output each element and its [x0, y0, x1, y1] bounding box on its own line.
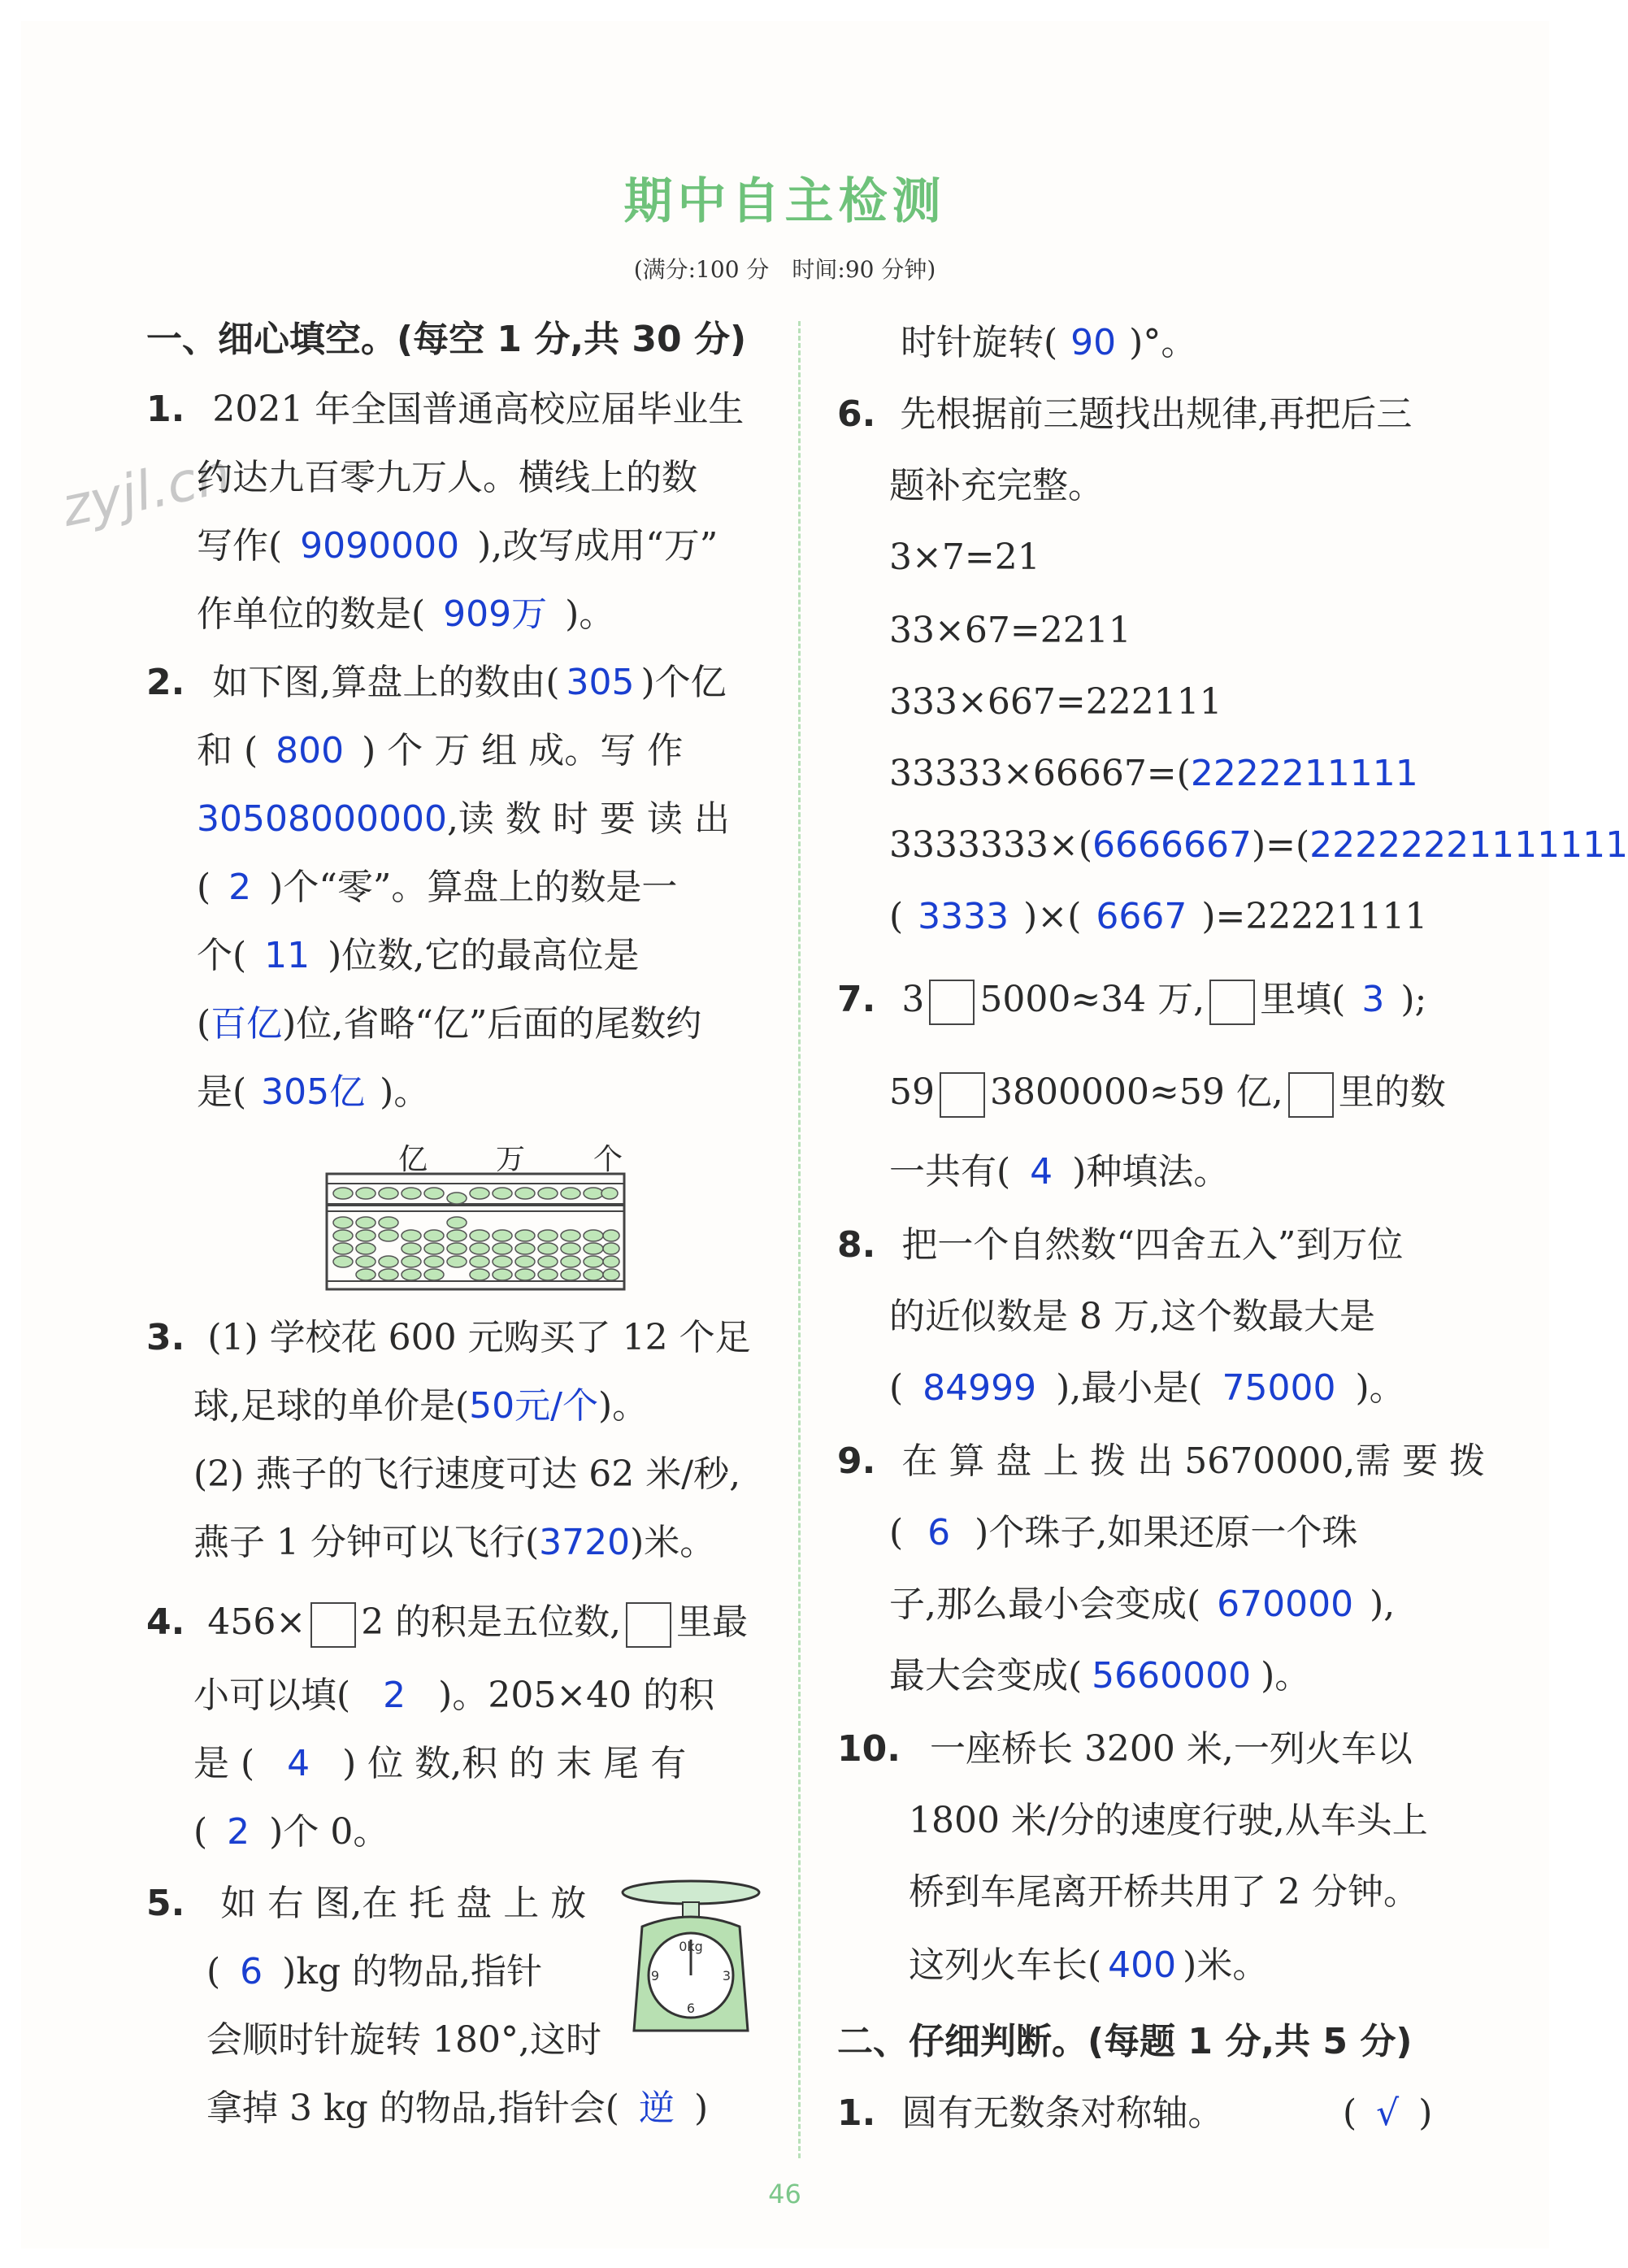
q1-number: 1. — [146, 389, 185, 430]
q4-blank-box-2[interactable] — [626, 1602, 671, 1648]
q10-text4a: 这列火车长( — [909, 1944, 1102, 1986]
q3-line1 — [146, 1314, 751, 1362]
q3-line2 — [193, 1382, 648, 1431]
q2-text7a: 是( — [197, 1071, 247, 1113]
q8-line1 — [837, 1221, 1403, 1270]
q7-blank-box-4[interactable] — [1288, 1072, 1334, 1118]
q8-number: 8. — [837, 1224, 876, 1266]
q5-text5b: )°。 — [1129, 322, 1197, 363]
q10-line3: 桥到车尾离开桥共用了 2 分钟。 — [909, 1871, 1419, 1913]
abacus-icon — [325, 1172, 626, 1291]
q9-line3 — [889, 1580, 1395, 1629]
q6-expr6 — [889, 893, 1427, 941]
q2-answer3: 30508000000 — [197, 798, 447, 840]
q5-line3: 会顺时针旋转 180°,这时 — [206, 2019, 601, 2061]
q1-text3b: ),改写成用“万” — [477, 525, 718, 567]
q5-line2 — [206, 1948, 542, 1996]
q5-text2b: )kg 的物品,指针 — [282, 1951, 543, 1992]
abacus-label-yi: 亿 — [398, 1143, 428, 1176]
q3-line4 — [193, 1519, 715, 1567]
q6-line1 — [837, 390, 1412, 439]
q9-text1: 在 算 盘 上 拨 出 5670000,需 要 拨 — [901, 1440, 1486, 1482]
q6-text6c: )=22221111 — [1201, 896, 1428, 937]
q6-text5b: )=( — [1251, 824, 1310, 866]
q6-line2: 题补充完整。 — [889, 465, 1104, 506]
q2-line4 — [197, 863, 677, 912]
q5-text1: 如 右 图,在 托 盘 上 放 — [220, 1883, 587, 1924]
q2-text5b: )位数,它的最高位是 — [328, 935, 640, 976]
q7-text3b: )种填法。 — [1072, 1151, 1230, 1193]
q7-blank-box-1[interactable] — [929, 980, 975, 1025]
q2-line2 — [197, 727, 683, 776]
q7-text1a: 3 — [901, 979, 925, 1020]
q6-text5a: 3333333×( — [889, 824, 1092, 866]
q6-expr5 — [889, 821, 1628, 870]
q4-line2 — [193, 1671, 714, 1720]
q4-text1c: 里最 — [676, 1601, 749, 1643]
q2-text6a: ( — [197, 1003, 211, 1045]
q7-text1d: ); — [1400, 979, 1427, 1020]
q1-answer2: 909万 — [443, 593, 548, 635]
q7-text2c: 里的数 — [1338, 1071, 1446, 1113]
q4-answer3: 2 — [227, 1811, 250, 1853]
q4-blank-box-1[interactable] — [310, 1602, 356, 1648]
q5-line4 — [206, 2084, 708, 2133]
q5-answer2: 逆 — [638, 2088, 675, 2129]
q2-answer2: 800 — [276, 730, 345, 771]
abacus-figure — [325, 1136, 634, 1291]
q5-answer1: 6 — [240, 1951, 263, 1992]
q9-text4b: )。 — [1261, 1655, 1311, 1697]
q4-line3 — [193, 1740, 686, 1788]
judge1-line — [837, 2089, 1223, 2138]
judge1-paren-close: ) — [1418, 2092, 1433, 2134]
section1-header: 一、细心填空。(每空 1 分,共 30 分) — [146, 319, 747, 360]
q6-expr3: 333×667=222111 — [889, 681, 1222, 723]
q9-text2b: )个珠子,如果还原一个珠 — [975, 1512, 1358, 1553]
q9-answer1: 6 — [927, 1512, 951, 1553]
scale-tick-9: 9 — [650, 1968, 660, 1983]
q2-number: 2. — [146, 662, 185, 703]
q5-line1 — [146, 1879, 586, 1928]
q3-text4a: 燕子 1 分钟可以飞行( — [193, 1522, 540, 1563]
q6-answer5: 6667 — [1096, 896, 1187, 937]
q2-line5 — [197, 932, 639, 980]
q9-line4 — [889, 1652, 1310, 1701]
q3-number: 3. — [146, 1317, 185, 1358]
page-title: 期中自主检测 — [623, 173, 946, 230]
q1-answer1: 9090000 — [300, 525, 460, 567]
q1-text4a: 作单位的数是( — [197, 593, 426, 635]
judge1-answer-box — [1343, 2089, 1432, 2138]
q4-line4 — [193, 1808, 389, 1857]
q6-text1: 先根据前三题找出规律,再把后三 — [900, 393, 1413, 435]
q10-text4b: )米。 — [1183, 1944, 1269, 1986]
q3-text2a: 球,足球的单价是( — [193, 1385, 470, 1427]
q10-text1: 一座桥长 3200 米,一列火车以 — [929, 1728, 1413, 1770]
q10-line4 — [909, 1941, 1268, 1990]
section2-header: 二、仔细判断。(每题 1 分,共 5 分) — [837, 2021, 1413, 2062]
q6-expr2: 33×67=2211 — [889, 610, 1131, 651]
q7-blank-box-3[interactable] — [940, 1072, 985, 1118]
q5-answer3: 90 — [1070, 322, 1117, 363]
q5-text5a: 时针旋转( — [901, 322, 1058, 363]
q6-answer4: 3333 — [918, 896, 1009, 937]
q4-text3a: 是 ( — [193, 1743, 255, 1784]
q2-line7 — [197, 1068, 429, 1117]
q7-text1c: 里填( — [1260, 979, 1346, 1020]
q7-text1b: 5000≈34 万, — [979, 979, 1205, 1020]
q2-line1 — [146, 658, 727, 707]
q2-line6 — [197, 1000, 701, 1049]
q9-answer3: 5660000 — [1092, 1655, 1252, 1697]
q3-text2b: )。 — [597, 1385, 649, 1427]
q5-text4b: ) — [693, 2088, 709, 2129]
q2-answer1: 305 — [566, 662, 635, 703]
q1-text3a: 写作( — [197, 525, 283, 567]
q8-text3a: ( — [889, 1367, 904, 1409]
q10-answer1: 400 — [1108, 1944, 1177, 1986]
page-subtitle: (满分:100 分 时间:90 分钟) — [633, 256, 936, 283]
q2-text4b: )个“零”。算盘上的数是一 — [269, 867, 678, 908]
q10-line1 — [837, 1725, 1413, 1774]
q4-line1 — [146, 1598, 748, 1647]
scale-tick-3: 3 — [722, 1968, 732, 1983]
watermark: zyjl.cn — [56, 442, 237, 539]
q4-text4a: ( — [193, 1811, 208, 1853]
q9-line2 — [889, 1509, 1357, 1558]
q6-answer3: 22222221111111 — [1309, 824, 1628, 866]
q9-text2a: ( — [889, 1512, 904, 1553]
q6-answer2: 6666667 — [1092, 824, 1252, 866]
scale-icon — [619, 1878, 762, 2037]
q2-text5a: 个( — [197, 935, 247, 976]
q6-number: 6. — [837, 393, 876, 435]
q8-line3 — [889, 1364, 1405, 1413]
judge1-text: 圆有无数条对称轴。 — [901, 2092, 1224, 2134]
q4-text3b: ) 位 数,积 的 末 尾 有 — [342, 1743, 687, 1784]
q7-text3a: 一共有( — [889, 1151, 1011, 1193]
q8-answer1: 84999 — [923, 1367, 1037, 1409]
q8-answer2: 75000 — [1222, 1367, 1336, 1409]
judge1-number: 1. — [837, 2092, 876, 2134]
q1-line4 — [197, 590, 614, 639]
q1-text1: 2021 年全国普通高校应届毕业生 — [212, 389, 745, 430]
q2-text1b: )个亿 — [640, 662, 727, 703]
q6-text4a: 33333×66667=( — [889, 753, 1191, 794]
q6-expr4 — [889, 749, 1418, 798]
q3-line3: (2) 燕子的飞行速度可达 62 米/秒, — [193, 1453, 741, 1495]
q3-answer1: 50元/个 — [469, 1385, 598, 1427]
q7-line2 — [889, 1068, 1446, 1117]
q4-text4b: )个 0。 — [269, 1811, 389, 1853]
q2-line3 — [197, 795, 730, 844]
column-divider — [798, 321, 801, 2158]
q3-text4b: )米。 — [630, 1522, 716, 1563]
q9-line1 — [837, 1437, 1485, 1486]
q9-answer2: 670000 — [1217, 1584, 1354, 1625]
q7-text2b: 3800000≈59 亿, — [990, 1071, 1283, 1113]
judge1-paren-open: ( — [1343, 2092, 1357, 2134]
q2-text2a: 和 ( — [197, 730, 258, 771]
q3-answer2: 3720 — [539, 1522, 631, 1563]
q2-text1a: 如下图,算盘上的数由( — [212, 662, 560, 703]
q8-text3b: ),最小是( — [1056, 1367, 1203, 1409]
abacus-label-wan: 万 — [496, 1143, 526, 1176]
q1-line3 — [197, 522, 718, 571]
abacus-label-ge: 个 — [593, 1143, 623, 1176]
q6-answer1: 2222211111 — [1190, 753, 1418, 794]
q4-answer1: 2 — [383, 1675, 406, 1716]
q2-answer6: 百亿 — [211, 1003, 283, 1045]
q10-line2: 1800 米/分的速度行驶,从车头上 — [909, 1800, 1428, 1841]
q2-answer7: 305亿 — [261, 1071, 366, 1113]
scale-zero-label: 0kg — [679, 1939, 703, 1954]
q9-text4a: 最大会变成( — [889, 1655, 1083, 1697]
q4-answer2: 4 — [287, 1743, 310, 1784]
q6-expr1: 3×7=21 — [889, 537, 1040, 578]
q5-number: 5. — [146, 1883, 185, 1924]
q8-text1: 把一个自然数“四舍五入”到万位 — [901, 1224, 1404, 1266]
q6-text6a: ( — [889, 896, 904, 937]
q4-number: 4. — [146, 1601, 185, 1643]
q4-text2b: )。205×40 的积 — [438, 1675, 715, 1716]
q2-answer4: 2 — [228, 867, 252, 908]
q2-text7b: )。 — [380, 1071, 430, 1113]
q2-text4a: ( — [197, 867, 211, 908]
q7-answer1: 3 — [1361, 979, 1385, 1020]
q9-text3b: ), — [1370, 1584, 1396, 1625]
q10-number: 10. — [837, 1728, 901, 1770]
q7-line3 — [889, 1148, 1229, 1197]
q7-text2a: 59 — [889, 1071, 935, 1113]
q2-text6b: )位,省略“亿”后面的尾数约 — [282, 1003, 702, 1045]
q2-text3b: ,读 数 时 要 读 出 — [446, 798, 730, 840]
q9-text3a: 子,那么最小会变成( — [889, 1584, 1201, 1625]
q5-text2a: ( — [206, 1951, 221, 1992]
q5-text4a: 拿掉 3 kg 的物品,指针会( — [206, 2088, 619, 2129]
q1-line2: 约达九百零九万人。横线上的数 — [197, 457, 697, 498]
q1-line1 — [146, 385, 744, 434]
q9-number: 9. — [837, 1440, 876, 1482]
q7-line1 — [837, 975, 1426, 1024]
scale-tick-6: 6 — [686, 2001, 696, 2016]
q4-text1a: 456× — [207, 1601, 306, 1643]
q8-line2: 的近似数是 8 万,这个数最大是 — [889, 1296, 1375, 1337]
q5-line5 — [901, 319, 1196, 367]
q2-text2b: ) 个 万 组 成。写 作 — [362, 730, 684, 771]
q8-text3c: )。 — [1355, 1367, 1405, 1409]
q1-text4b: )。 — [565, 593, 615, 635]
q7-blank-box-2[interactable] — [1209, 980, 1255, 1025]
q3-text1: (1) 学校花 600 元购买了 12 个足 — [207, 1317, 751, 1358]
q6-text6b: )×( — [1023, 896, 1082, 937]
judge1-answer: √ — [1376, 2092, 1400, 2134]
q4-text1b: 2 的积是五位数, — [361, 1601, 622, 1643]
page-number: 46 — [768, 2179, 801, 2209]
q7-answer2: 4 — [1030, 1151, 1053, 1193]
q7-number: 7. — [837, 979, 876, 1020]
q2-answer5: 11 — [264, 935, 310, 976]
q4-text2a: 小可以填( — [193, 1675, 351, 1716]
